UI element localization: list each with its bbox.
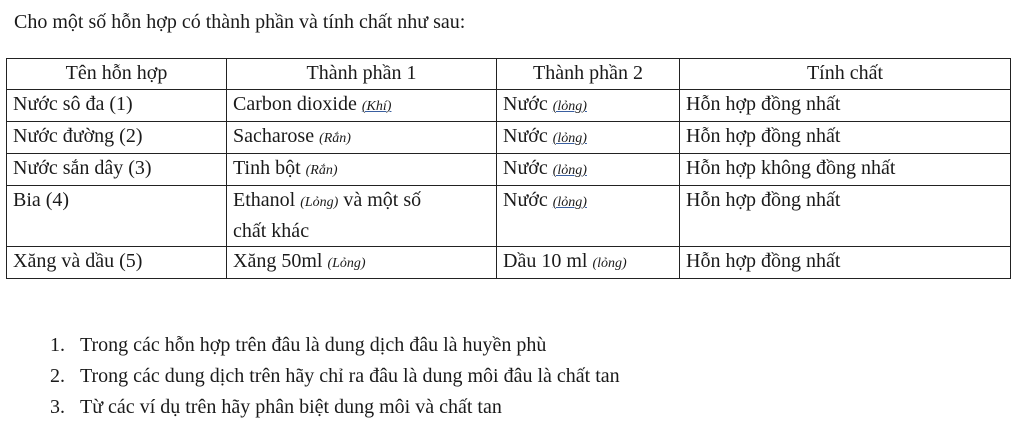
- property: Hỗn hợp đồng nhất: [680, 247, 1011, 279]
- property: Hỗn hợp đồng nhất: [680, 90, 1011, 122]
- component-1: [227, 90, 497, 122]
- component-2: [497, 90, 680, 122]
- property: Hỗn hợp không đồng nhất: [680, 154, 1011, 186]
- component-1: [227, 154, 497, 186]
- mixture-name: Nước sắn dây (3): [7, 154, 227, 186]
- question-text: Trong các dung dịch trên hãy chỉ ra đâu là dung môi đâu là chất tan: [80, 365, 620, 387]
- component-2: [497, 186, 680, 247]
- table-row: [7, 90, 1011, 122]
- header-component-2: Thành phần 2: [497, 59, 680, 90]
- component-1: [227, 122, 497, 154]
- component-1-text: Tinh bột: [233, 157, 301, 179]
- component-1-text: Sacharose: [233, 125, 315, 147]
- component-2-state: (lỏng): [552, 99, 587, 114]
- component-1: [227, 247, 497, 279]
- component-2-state: (lỏng): [552, 163, 587, 178]
- component-2-text: Nước: [503, 125, 548, 147]
- component-1-state: (Lỏng): [327, 256, 366, 271]
- component-2-state: (lỏng): [592, 256, 627, 271]
- component-2-text: Nước: [503, 157, 548, 179]
- component-1-state: (Lỏng): [300, 195, 339, 210]
- component-1-tail: và một số: [343, 189, 422, 211]
- question-text: Trong các hỗn hợp trên đâu là dung dịch đâu là huyền phù: [80, 334, 547, 356]
- intro-text: Cho một số hỗn hợp có thành phần và tính chất như sau:: [14, 11, 466, 33]
- question-item: [50, 392, 620, 423]
- component-2-text: Dầu 10 ml: [503, 250, 588, 272]
- component-2: [497, 247, 680, 279]
- component-2-text: Nước: [503, 189, 548, 211]
- table-row: [7, 186, 1011, 247]
- question-item: [50, 361, 620, 392]
- question-number: 3.: [50, 396, 65, 418]
- component-2: [497, 154, 680, 186]
- mixture-table: [6, 58, 1011, 279]
- property: Hỗn hợp đồng nhất: [680, 186, 1011, 247]
- table-row: [7, 154, 1011, 186]
- question-list: [50, 330, 620, 423]
- component-1-state: (Rắn): [319, 131, 351, 146]
- table-row: [7, 247, 1011, 279]
- question-item: [50, 330, 620, 361]
- table-header-row: [7, 59, 1011, 90]
- component-1-text: Carbon dioxide: [233, 93, 357, 115]
- component-1-state: (Khí): [361, 99, 392, 114]
- mixture-name: Nước sô đa (1): [7, 90, 227, 122]
- table-row: [7, 122, 1011, 154]
- mixture-name: Nước đường (2): [7, 122, 227, 154]
- header-component-1: Thành phần 1: [227, 59, 497, 90]
- component-1: [227, 186, 497, 247]
- mixture-name: Bia (4): [7, 186, 227, 247]
- component-1-text: Xăng 50ml: [233, 250, 323, 272]
- component-2-text: Nước: [503, 93, 548, 115]
- property: Hỗn hợp đồng nhất: [680, 122, 1011, 154]
- component-2-state: (lỏng): [552, 195, 587, 210]
- question-number: 1.: [50, 334, 65, 356]
- component-2-state: (lỏng): [552, 131, 587, 146]
- component-1-text: Ethanol: [233, 189, 296, 211]
- question-number: 2.: [50, 365, 65, 387]
- component-1-state: (Rắn): [305, 163, 338, 178]
- header-property: Tính chất: [680, 59, 1011, 90]
- header-name: Tên hỗn hợp: [7, 59, 227, 90]
- question-text: Từ các ví dụ trên hãy phân biệt dung môi và chất tan: [80, 396, 502, 418]
- mixture-name: Xăng và dầu (5): [7, 247, 227, 279]
- component-1-line2: chất khác: [233, 220, 310, 242]
- component-2: [497, 122, 680, 154]
